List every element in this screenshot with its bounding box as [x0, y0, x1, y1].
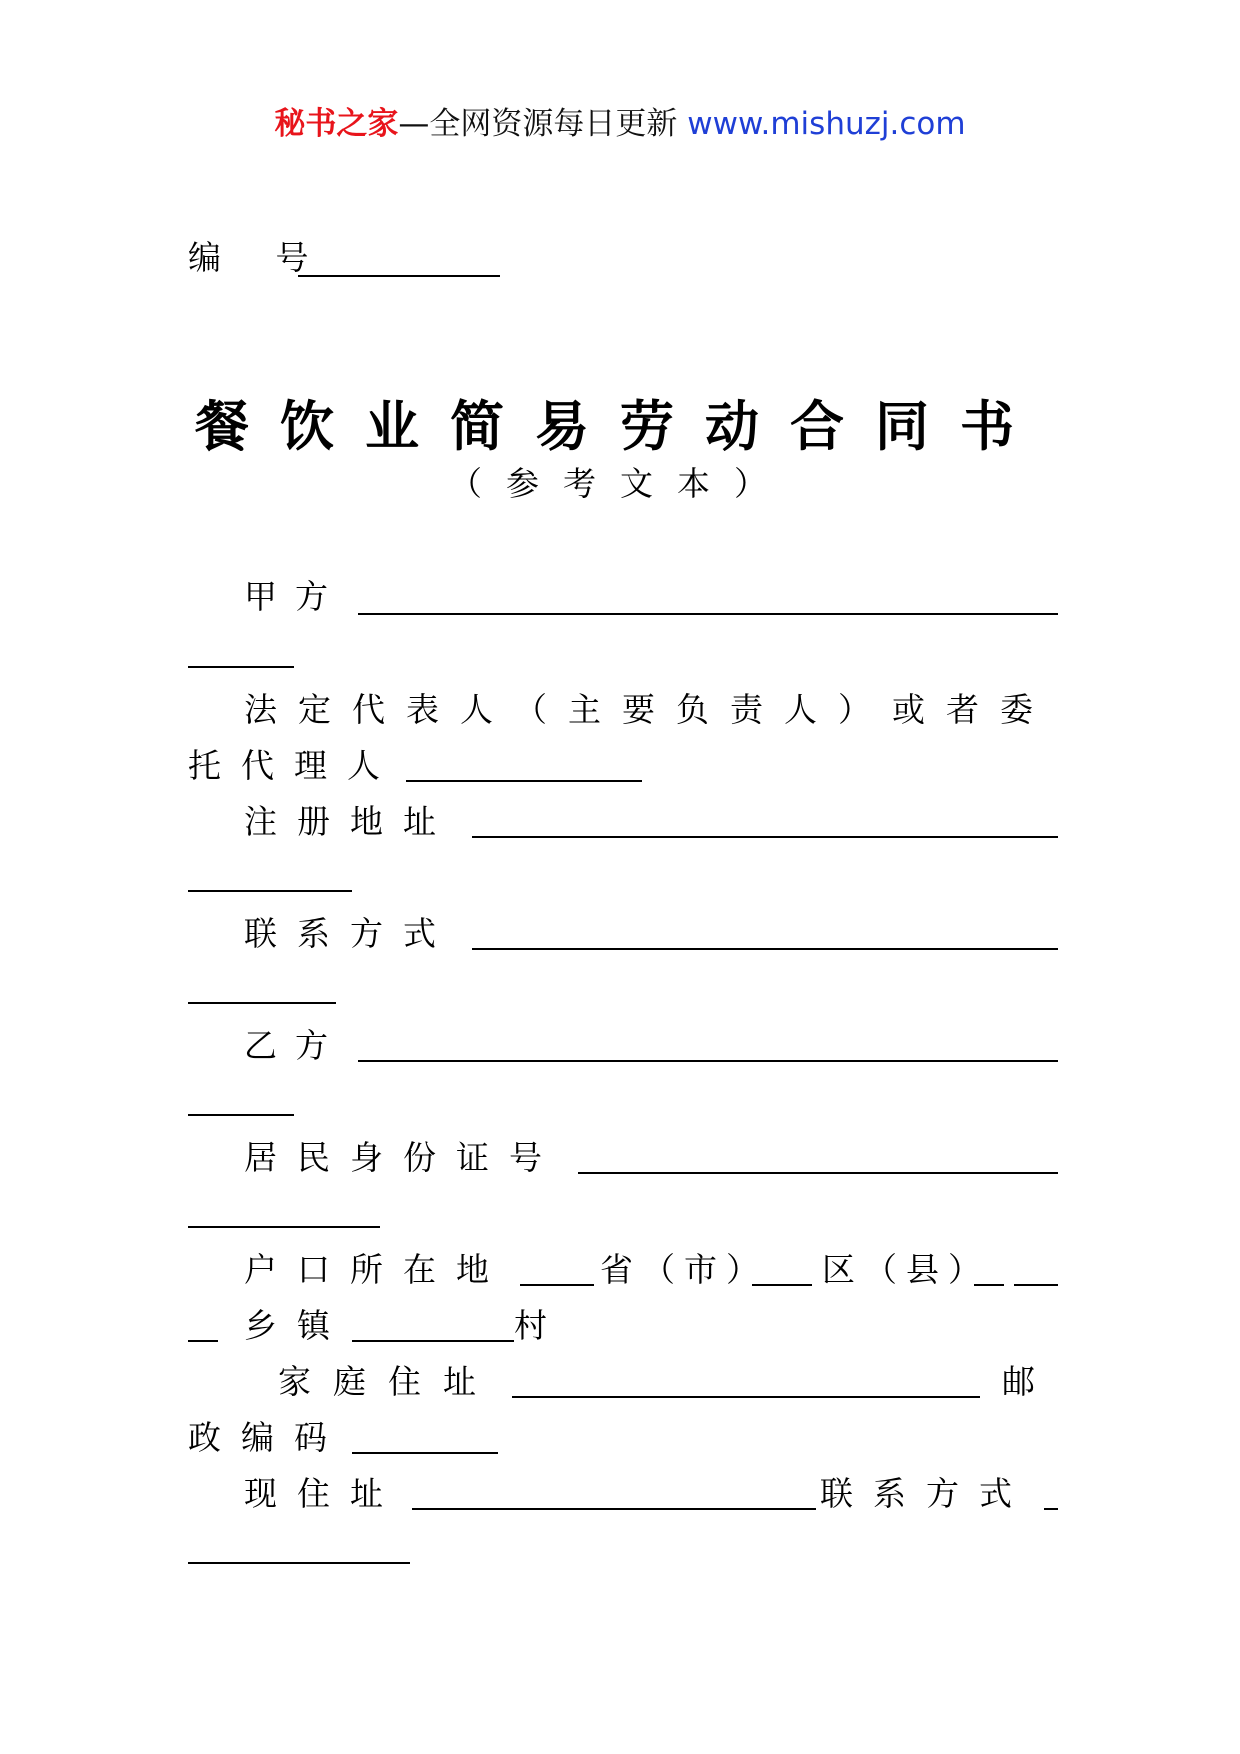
village-label: 村 — [514, 1306, 565, 1345]
township-prefix-blank[interactable] — [188, 1340, 218, 1342]
contact-a-blank[interactable] — [472, 948, 1058, 950]
contact-a-label: 联系方式 — [244, 914, 456, 953]
district-label: 区（县） — [822, 1250, 990, 1289]
party-b-blank-continued[interactable] — [188, 1114, 294, 1116]
site-header — [0, 104, 1240, 144]
postal-code-label-part1: 邮 — [1002, 1362, 1053, 1401]
party-b-blank[interactable] — [358, 1060, 1058, 1062]
city-district-blank[interactable] — [752, 1284, 812, 1286]
hukou-label: 户口所在地 — [244, 1250, 509, 1289]
home-address-blank[interactable] — [512, 1396, 980, 1398]
home-address-label: 家庭住址 — [278, 1362, 498, 1401]
province-blank[interactable] — [520, 1284, 594, 1286]
postal-code-blank[interactable] — [352, 1452, 498, 1454]
id-number-blank[interactable] — [578, 1172, 1058, 1174]
contact-b-label: 联系方式 — [820, 1474, 1032, 1513]
party-a-blank[interactable] — [358, 613, 1058, 615]
reg-address-blank-continued[interactable] — [188, 890, 352, 892]
header-slogan: —全网资源每日更新 — [398, 106, 688, 142]
number-blank[interactable] — [298, 275, 500, 277]
legal-rep-blank[interactable] — [406, 780, 642, 782]
id-number-blank-continued[interactable] — [188, 1226, 380, 1228]
party-a-label: 甲方 — [244, 577, 346, 616]
current-address-blank[interactable] — [412, 1508, 816, 1510]
district-blank-a[interactable] — [974, 1284, 1004, 1286]
reg-address-blank[interactable] — [472, 836, 1058, 838]
district-blank-b[interactable] — [1014, 1284, 1058, 1286]
contact-b-blank-continued[interactable] — [188, 1562, 410, 1564]
document-subtitle: （参考文本） — [449, 464, 791, 503]
contact-a-blank-continued[interactable] — [188, 1002, 336, 1004]
current-address-label: 现住址 — [244, 1474, 403, 1513]
contact-b-blank[interactable] — [1044, 1508, 1058, 1510]
document-title: 餐饮业简易劳动合同书 — [195, 395, 1045, 458]
party-b-label: 乙方 — [244, 1026, 346, 1065]
number-label: 编 号 — [188, 238, 331, 277]
village-blank[interactable] — [352, 1340, 514, 1342]
legal-rep-label-line2: 托代理人 — [188, 746, 400, 785]
id-number-label: 居民身份证号 — [244, 1138, 562, 1177]
brand-name: 秘书之家 — [274, 106, 399, 142]
party-a-blank-continued[interactable] — [188, 666, 294, 668]
province-label: 省（市） — [600, 1250, 768, 1289]
legal-rep-label-line1: 法定代表人（主要负责人）或者委 — [244, 690, 1054, 729]
reg-address-label: 注册地址 — [244, 802, 456, 841]
postal-code-label-part2: 政编码 — [188, 1418, 347, 1457]
township-label: 乡镇 — [244, 1306, 350, 1345]
site-url[interactable]: www.mishuzj.com — [687, 106, 966, 142]
